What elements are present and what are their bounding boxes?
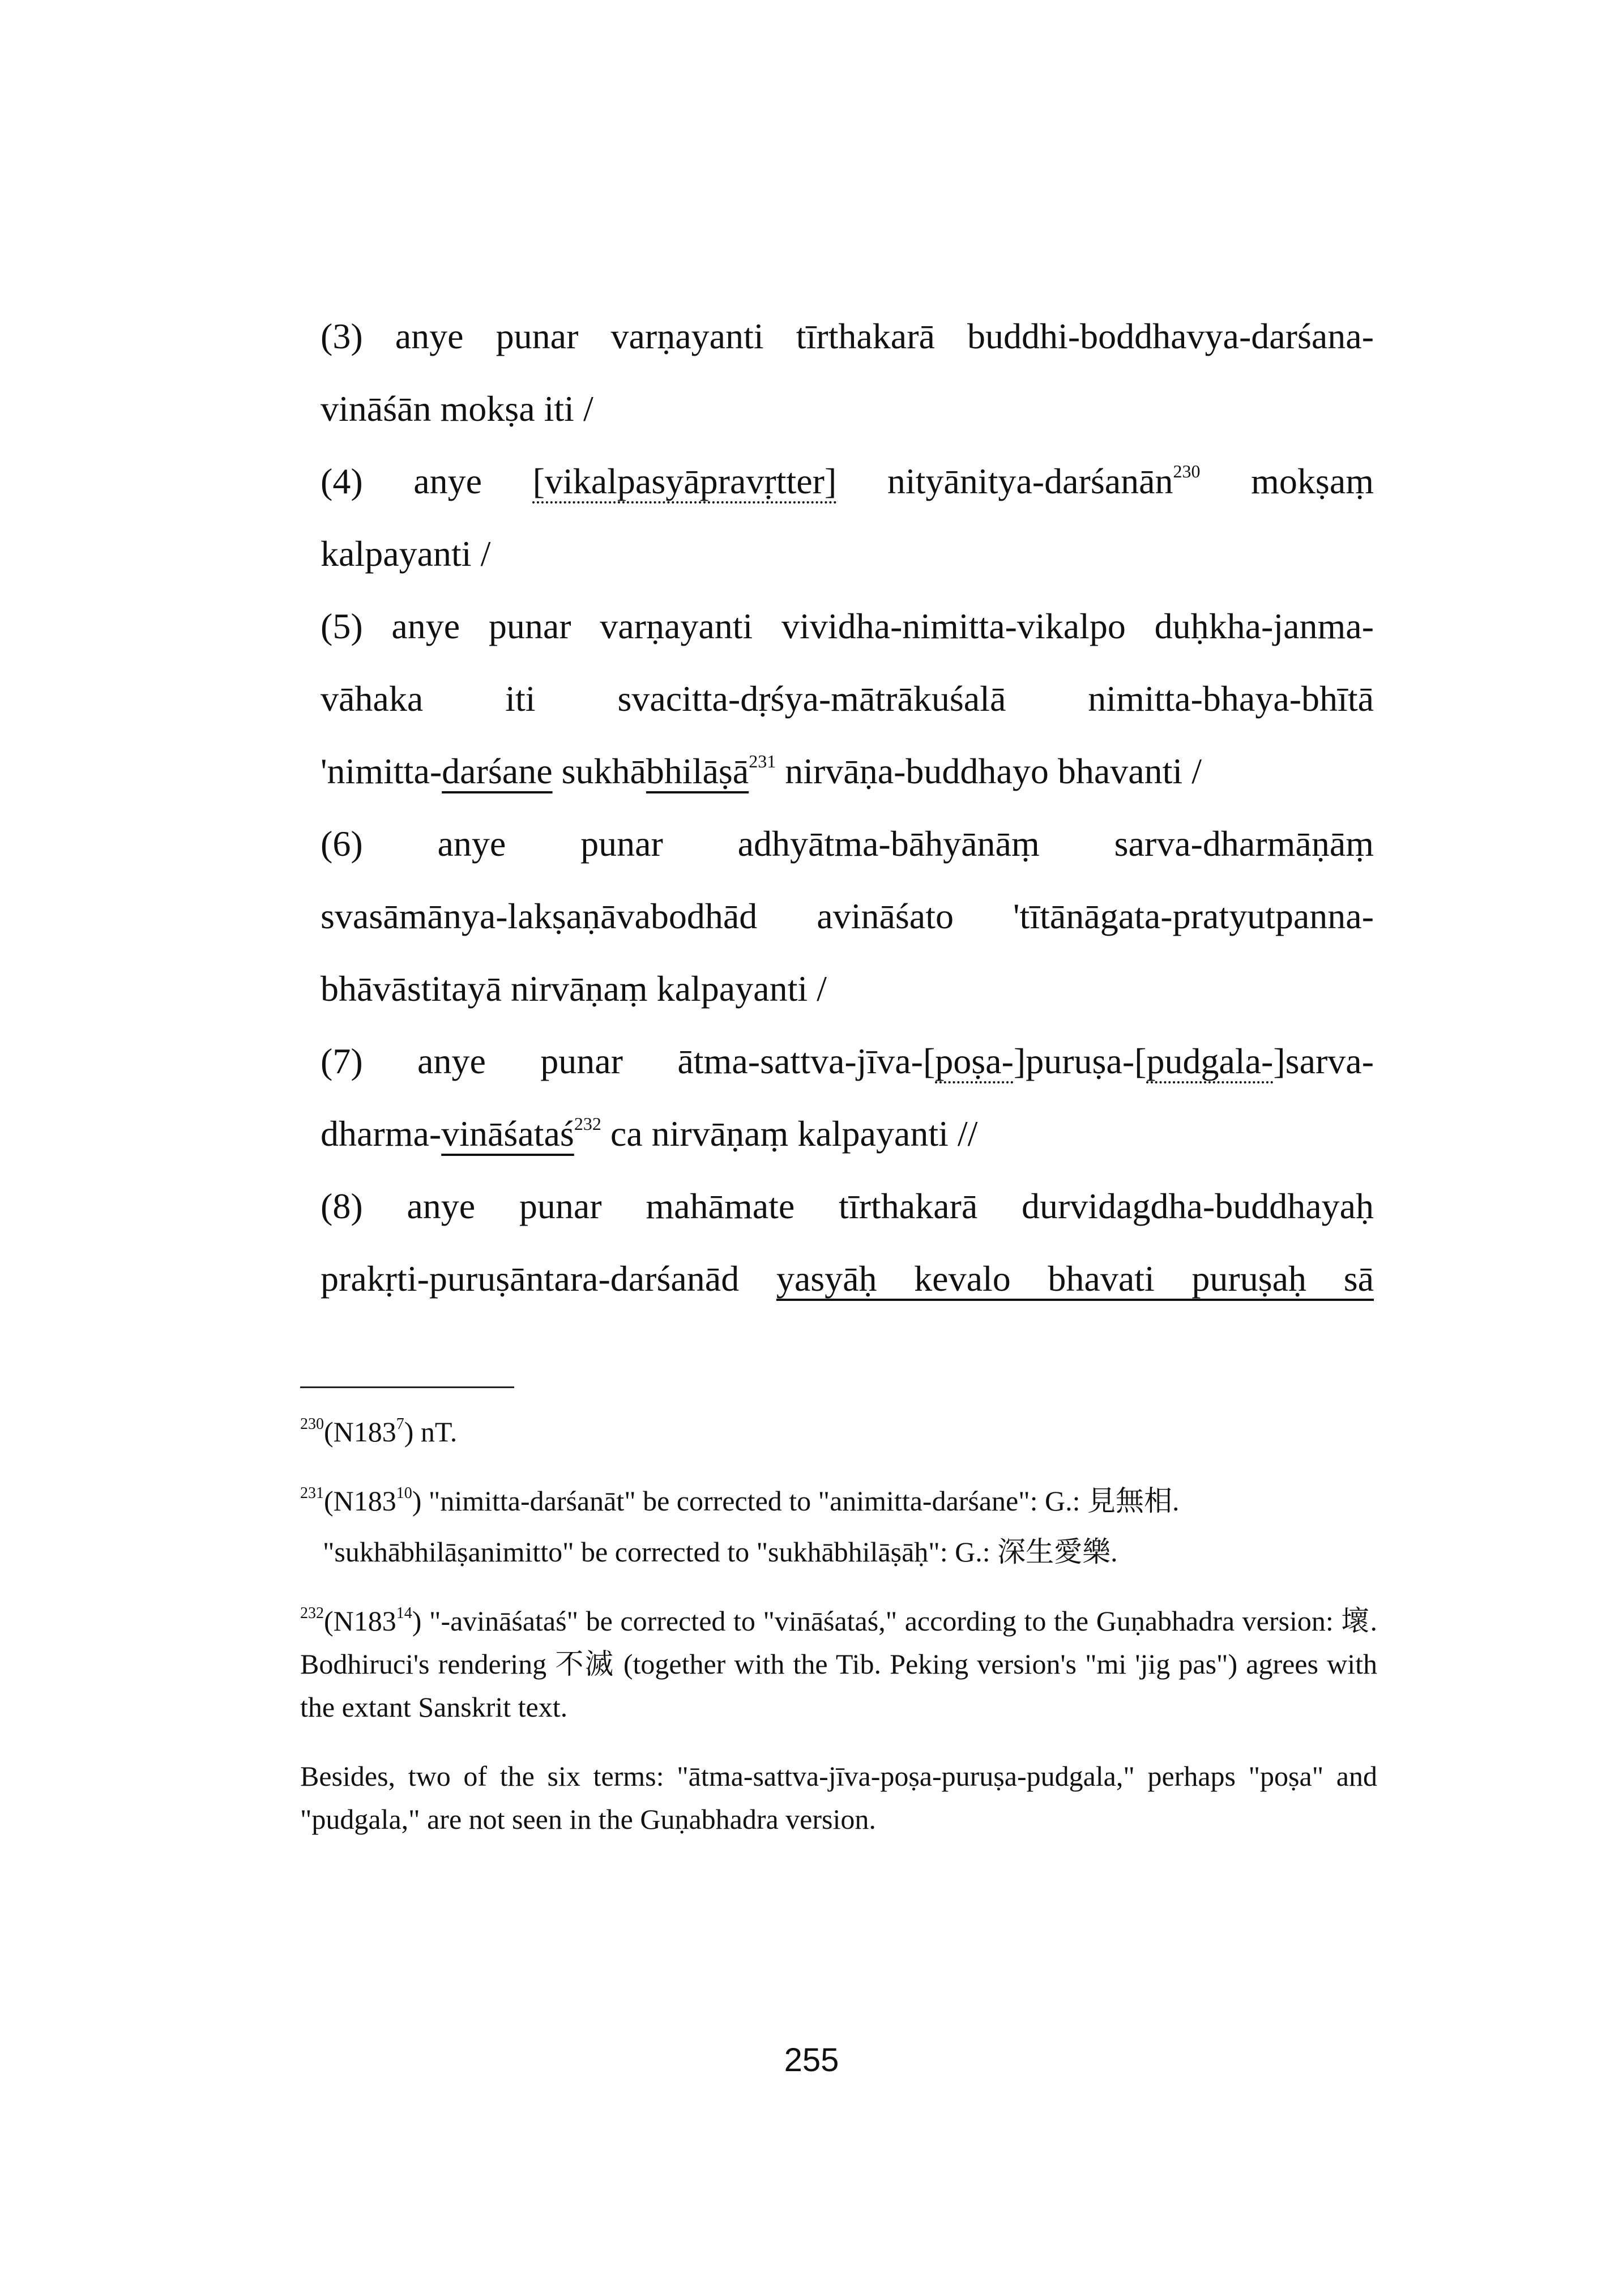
footnote-number: 231 [300, 1484, 324, 1502]
text: ca nirvāṇaṃ kalpayanti // [601, 1113, 978, 1154]
text: sukhā [552, 751, 646, 791]
paragraph-8-line-2 [321, 1243, 1374, 1315]
footnote-232 [300, 1599, 1377, 1729]
bracketed-term: [vikalpasyāpravṛtter] [532, 461, 837, 501]
text: svasāmānya-lakṣaṇāvabodhād avināśato 'tītānāgata-pratyutpanna- [321, 896, 1374, 936]
paragraph-6-line-1 [321, 808, 1374, 880]
text: ) nT. [404, 1416, 458, 1448]
footnote-232-para-2 [300, 1755, 1377, 1841]
text: (8) anye punar mahāmate tīrthakarā durvidagdha-buddhayaḥ [321, 1186, 1374, 1226]
text: vāhaka iti svacitta-dṛśya-mātrākuśalā nimitta-bhaya-bhītā [321, 678, 1374, 719]
footnote-number: 230 [300, 1415, 324, 1433]
paragraph-7-line-1 [321, 1025, 1374, 1098]
text: 'nimitta- [321, 751, 442, 791]
paragraph-5-line-3 [321, 735, 1374, 808]
text: (7) anye punar ātma-sattva-jīva-[ [321, 1041, 936, 1081]
text: mokṣaṃ [1200, 461, 1374, 501]
page-number: 255 [784, 2042, 839, 2079]
text: (5) anye punar varṇayanti vividha-nimitta-vikalpo duḥkha-janma- [321, 606, 1374, 646]
footnotes [300, 1410, 1377, 1867]
paragraph-4-line-1 [321, 445, 1374, 518]
text: ]puruṣa-[ [1013, 1041, 1147, 1081]
text: (N183 [324, 1416, 396, 1448]
text: "sukhābhilāṣanimitto" be corrected to "sukhābhilāṣāḥ": G.: 深生愛樂. [323, 1536, 1118, 1568]
footnote-230 [300, 1410, 1377, 1453]
text: prakṛti-puruṣāntara-darśanād [321, 1258, 776, 1299]
text: dharma- [321, 1113, 442, 1154]
footnote-231-line-2 [300, 1530, 1377, 1573]
paragraph-6-line-2 [321, 880, 1374, 953]
text: (4) anye [321, 461, 533, 501]
bracketed-term: pudgala- [1146, 1041, 1274, 1081]
text: Besides, two of the six terms: "ātma-sattva-jīva-poṣa-puruṣa-pudgala," perhaps "poṣa" and "pudgala," are not seen in the Guṇabhadra version. [300, 1760, 1377, 1835]
text: bhāvāstitayā nirvāṇaṃ kalpayanti / [321, 968, 827, 1009]
underlined-term: bhilāṣā [646, 751, 749, 791]
superscript: 10 [396, 1484, 412, 1502]
paragraph-8-line-1 [321, 1170, 1374, 1243]
paragraph-5-line-1 [321, 590, 1374, 663]
superscript: 14 [396, 1604, 412, 1622]
text: ]sarva- [1273, 1041, 1374, 1081]
text: (N183 [324, 1485, 396, 1517]
text: (N183 [324, 1605, 396, 1637]
footnote-ref-232: 232 [574, 1113, 601, 1134]
text: nityānitya-darśanān [836, 461, 1173, 501]
text: (6) anye punar adhyātma-bāhyānāṃ sarva-dharmāṇāṃ [321, 823, 1374, 864]
footnote-ref-231: 231 [749, 751, 776, 771]
footnote-number: 232 [300, 1604, 324, 1622]
paragraph-3-line-2 [321, 373, 1374, 445]
text: ) "nimitta-darśanāt" be corrected to "animitta-darśane": G.: 見無相. [412, 1485, 1180, 1517]
paragraph-4-line-2 [321, 518, 1374, 590]
footnote-ref-230: 230 [1173, 461, 1201, 481]
footnote-231 [300, 1479, 1377, 1522]
text: nirvāṇa-buddhayo bhavanti / [776, 751, 1202, 791]
paragraph-3-line-1 [321, 300, 1374, 373]
text: ) "-avināśataś" be corrected to "vināśataś," according to the Guṇabhadra version: 壞. Bodhiruci's rendering 不滅 (together with the Tib. Peking version's "mi 'jig pas") agrees with the extant Sanskrit text. [300, 1605, 1377, 1723]
main-text [321, 300, 1374, 1315]
bracketed-term: poṣa- [935, 1041, 1014, 1081]
superscript: 7 [396, 1415, 404, 1433]
paragraph-7-line-2 [321, 1098, 1374, 1170]
footnote-separator [300, 1386, 514, 1388]
paragraph-5-line-2 [321, 663, 1374, 735]
paragraph-6-line-3 [321, 953, 1374, 1025]
underlined-term: darśane [442, 751, 553, 791]
underlined-phrase: yasyāḥ kevalo bhavati puruṣaḥ sā [776, 1258, 1374, 1299]
underlined-term: vināśataś [441, 1113, 574, 1154]
text: (3) anye punar varṇayanti tīrthakarā buddhi-boddhavya-darśana- [321, 316, 1374, 356]
text: vināśān mokṣa iti / [321, 389, 593, 429]
text: kalpayanti / [321, 534, 491, 574]
